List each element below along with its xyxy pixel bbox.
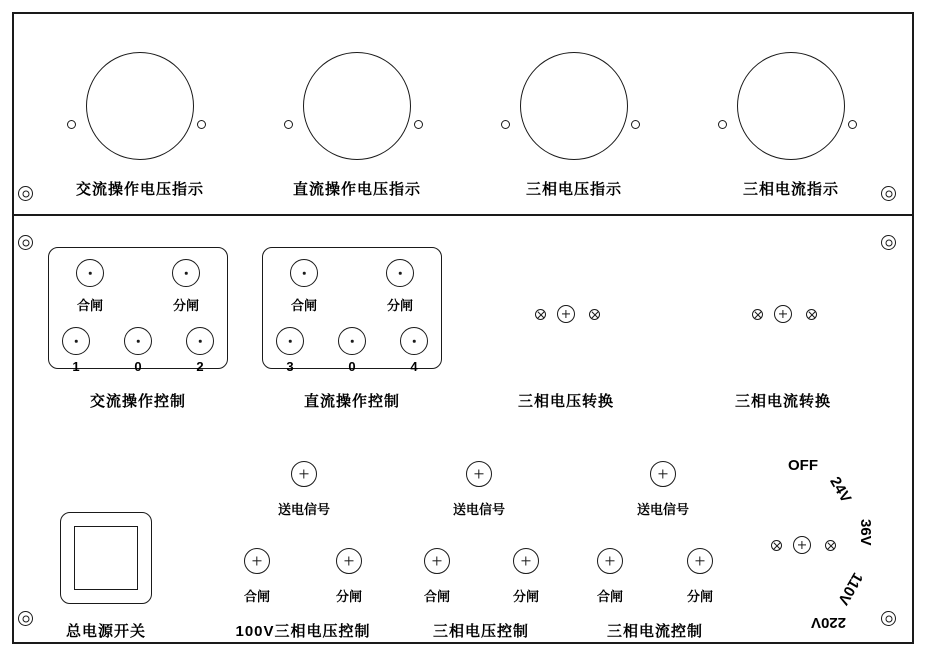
button-ac-close[interactable] [76,259,104,287]
button-ac-open[interactable] [172,259,200,287]
meter-gauge-dc-voltage[interactable] [303,52,411,160]
button-dc-open[interactable] [386,259,414,287]
selector-label-three-phase-voltage: 三相电压转换 [517,393,615,410]
rotary-position-24v: 24V [826,474,855,506]
rotary-right-terminal [825,540,836,551]
rotary-voltage-selector[interactable] [793,536,811,554]
button-close-three-phase-voltage[interactable] [424,548,450,574]
main-power-switch[interactable] [60,512,152,604]
group-label-ac-operation: 交流操作控制 [89,393,187,410]
screw-top-left [18,186,33,201]
button-label-dc-position-0: 0 [348,359,356,374]
main-power-switch-label: 总电源开关 [65,623,147,640]
screw-mid-left [18,235,33,250]
indicator-label-power-signal-1: 送电信号 [277,502,331,517]
rotary-left-terminal [771,540,782,551]
selector-label-three-phase-current: 三相电流转换 [734,393,832,410]
button-dc-position-4[interactable] [400,327,428,355]
meter-terminal-right [197,120,206,129]
button-label-ac-position-0: 0 [134,359,142,374]
screw-mid-right [881,235,896,250]
button-label-dc-close: 合闸 [290,298,318,313]
button-close-100v[interactable] [244,548,270,574]
button-label-dc-position-3: 3 [286,359,294,374]
group-label-100v-three-phase-voltage: 100V三相电压控制 [235,623,371,640]
meter-label-dc-voltage: 直流操作电压指示 [292,181,422,198]
meter-terminal-left [67,120,76,129]
meter-terminal-right [414,120,423,129]
group-label-dc-operation: 直流操作控制 [303,393,401,410]
button-ac-position-2[interactable] [186,327,214,355]
indicator-power-signal-1[interactable] [291,461,317,487]
screw-bottom-right [881,611,896,626]
button-dc-close[interactable] [290,259,318,287]
indicator-power-signal-3[interactable] [650,461,676,487]
selector-switch-three-phase-current[interactable] [774,305,792,323]
meter-terminal-left [718,120,727,129]
button-open-100v[interactable] [336,548,362,574]
selector-left-terminal-current [752,309,763,320]
button-dc-position-3[interactable] [276,327,304,355]
button-label-close-100v: 合闸 [243,589,271,604]
button-label-ac-open: 分闸 [172,298,200,313]
button-label-dc-open: 分闸 [386,298,414,313]
rotary-position-110v: 110V [834,569,866,608]
meter-gauge-three-phase-voltage[interactable] [520,52,628,160]
group-label-three-phase-voltage-control: 三相电压控制 [432,623,530,640]
screw-top-right [881,186,896,201]
selector-switch-three-phase-voltage[interactable] [557,305,575,323]
selector-right-terminal-current [806,309,817,320]
meter-terminal-right [631,120,640,129]
button-close-three-phase-current[interactable] [597,548,623,574]
indicator-label-power-signal-2: 送电信号 [452,502,506,517]
meter-terminal-left [284,120,293,129]
button-label-close-three-phase-current: 合闸 [596,589,624,604]
rotary-position-36v: 36V [857,519,874,546]
meter-label-three-phase-voltage: 三相电压指示 [525,181,623,198]
rotary-position-off: OFF [788,457,818,474]
button-label-open-three-phase-voltage: 分闸 [512,589,540,604]
main-power-switch-inner [74,526,138,590]
screw-bottom-left [18,611,33,626]
indicator-power-signal-2[interactable] [466,461,492,487]
meter-label-three-phase-current: 三相电流指示 [742,181,840,198]
selector-left-terminal-voltage [535,309,546,320]
rotary-position-220v: 220V [810,614,846,631]
selector-right-terminal-voltage [589,309,600,320]
button-label-open-100v: 分闸 [335,589,363,604]
meter-terminal-right [848,120,857,129]
button-label-ac-position-1: 1 [72,359,80,374]
button-label-open-three-phase-current: 分闸 [686,589,714,604]
button-label-ac-position-2: 2 [196,359,204,374]
button-open-three-phase-voltage[interactable] [513,548,539,574]
button-ac-position-0[interactable] [124,327,152,355]
panel-divider [12,214,914,216]
button-ac-position-1[interactable] [62,327,90,355]
meter-terminal-left [501,120,510,129]
indicator-label-power-signal-3: 送电信号 [636,502,690,517]
button-dc-position-0[interactable] [338,327,366,355]
group-label-three-phase-current-control: 三相电流控制 [606,623,704,640]
meter-label-ac-voltage: 交流操作电压指示 [75,181,205,198]
button-label-close-three-phase-voltage: 合闸 [423,589,451,604]
meter-gauge-ac-voltage[interactable] [86,52,194,160]
button-label-dc-position-4: 4 [410,359,418,374]
button-label-ac-close: 合闸 [76,298,104,313]
meter-gauge-three-phase-current[interactable] [737,52,845,160]
button-open-three-phase-current[interactable] [687,548,713,574]
